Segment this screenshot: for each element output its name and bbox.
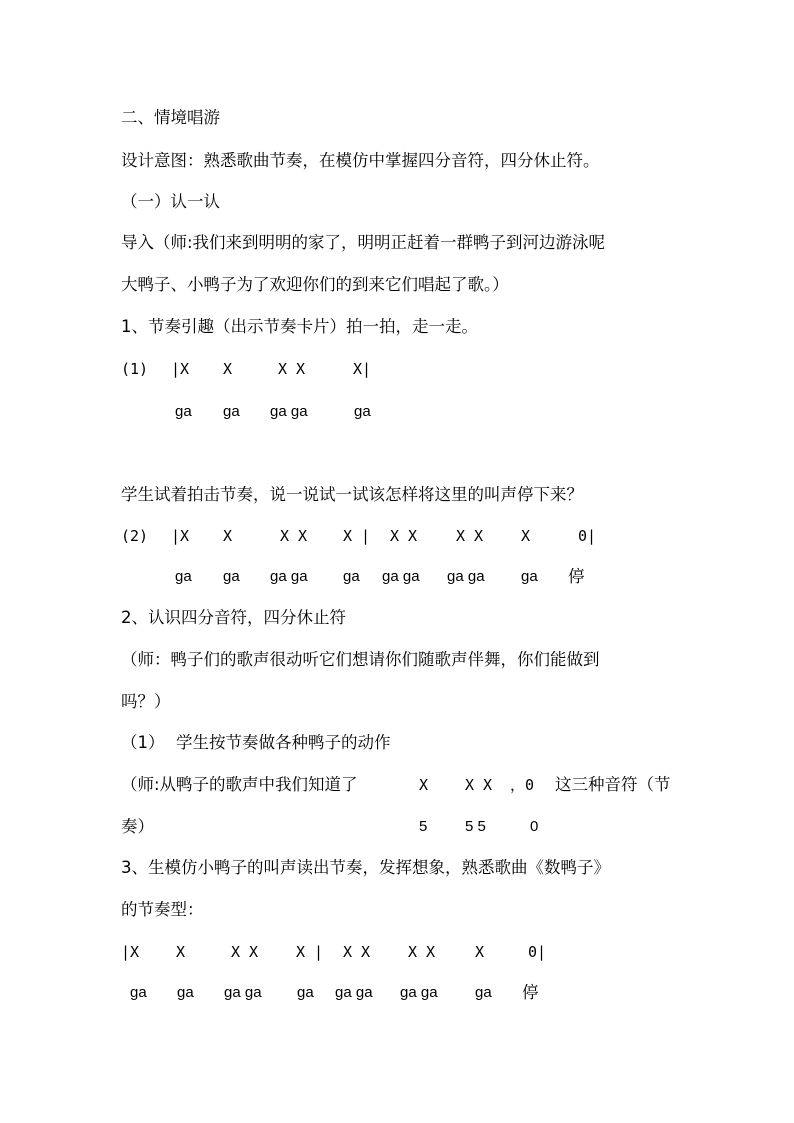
syllable: ga: [223, 403, 240, 420]
digit: 0: [530, 818, 539, 835]
step-3-line-2: 的节奏型：: [121, 900, 204, 919]
note: X X: [456, 527, 484, 545]
sub-step-text: 学生按节奏做各种鸭子的动作: [176, 733, 391, 752]
syllable: ga: [175, 403, 192, 420]
note: ，0: [510, 776, 535, 794]
rhythm-3-notes: [0, 942, 794, 962]
syllable: ga: [177, 984, 194, 1001]
syllable: ga: [175, 568, 192, 585]
sub-step-1: [0, 733, 794, 753]
step-2: 2、认识四分音符，四分休止符: [121, 608, 346, 627]
note: X|: [353, 360, 372, 378]
syllable: ga: [521, 568, 538, 585]
design-intent: 设计意图：熟悉歌曲节奏，在模仿中掌握四分音符，四分休止符。: [121, 151, 600, 170]
note: 0|: [578, 527, 597, 545]
sub-step-text: （师:从鸭子的歌声中我们知道了: [121, 775, 358, 794]
syllable: ga ga: [270, 403, 308, 420]
syllable: ga: [223, 568, 240, 585]
note: X X: [390, 527, 418, 545]
syllable: ga: [354, 403, 371, 420]
rhythm-1-syllables: [0, 402, 794, 422]
note: X: [223, 527, 233, 545]
note: X X: [231, 943, 259, 961]
syllable: ga: [130, 984, 147, 1001]
note: X X: [280, 527, 308, 545]
syllable: ga: [297, 984, 314, 1001]
note: X X: [343, 943, 371, 961]
intro-line-1: 导入（师:我们来到明明的家了，明明正赶着一群鸭子到河边游泳呢: [121, 233, 606, 252]
syllable: 停: [522, 983, 539, 1002]
syllable: ga ga: [382, 568, 420, 585]
note: X: [223, 360, 233, 378]
sub-step-text: 这三种音符（节: [555, 775, 671, 794]
note: X: [475, 943, 485, 961]
teacher-line-1: （师：鸭子们的歌声很动听它们想请你们随歌声伴舞，你们能做到: [121, 650, 600, 669]
sub-step-label: （1）: [121, 733, 165, 752]
try-text: 学生试着拍击节奏，说一说试一试该怎样将这里的叫声停下来？: [121, 485, 583, 504]
digit: 5 5: [465, 818, 486, 835]
rhythm-2-notes: [0, 526, 794, 546]
syllable: ga: [343, 568, 360, 585]
syllable: ga ga: [335, 984, 373, 1001]
note: X X: [278, 360, 306, 378]
sub-step-2-line-1: [0, 775, 794, 795]
teacher-line-2: 吗？）: [121, 692, 171, 711]
rhythm-3-syllables: [0, 983, 794, 1003]
note: X |: [343, 527, 371, 545]
note: X X: [408, 943, 436, 961]
note: |X: [171, 360, 190, 378]
digit: 5: [419, 818, 428, 835]
note: |X: [121, 943, 140, 961]
note: X: [176, 943, 186, 961]
step-3-line-1: 3、生模仿小鸭子的叫声读出节奏，发挥想象，熟悉歌曲《数鸭子》: [121, 858, 610, 877]
syllable: ga: [475, 984, 492, 1001]
sub-step-2-line-2: [0, 817, 794, 837]
rhythm-label: (1): [121, 360, 149, 378]
section-title: 二、情境唱游: [121, 108, 220, 127]
note: X X: [465, 776, 493, 794]
syllable: ga ga: [400, 984, 438, 1001]
note: |X: [171, 527, 190, 545]
syllable: ga ga: [270, 568, 308, 585]
note: X |: [296, 943, 324, 961]
intro-line-2: 大鸭子、小鸭子为了欢迎你们的到来它们唱起了歌。）: [121, 275, 509, 294]
step-1: 1、节奏引趣（出示节奏卡片）拍一拍，走一走。: [121, 317, 478, 336]
sub-step-text: 奏）: [121, 817, 154, 836]
syllable: ga ga: [224, 984, 262, 1001]
syllable: 停: [568, 567, 585, 586]
rhythm-1-notes: [0, 359, 794, 379]
rhythm-label: (2): [121, 527, 149, 545]
rhythm-2-syllables: [0, 567, 794, 587]
note: 0|: [528, 943, 547, 961]
note: X: [419, 776, 429, 794]
subsection-title: （一）认一认: [121, 192, 220, 211]
syllable: ga ga: [447, 568, 485, 585]
note: X: [521, 527, 531, 545]
